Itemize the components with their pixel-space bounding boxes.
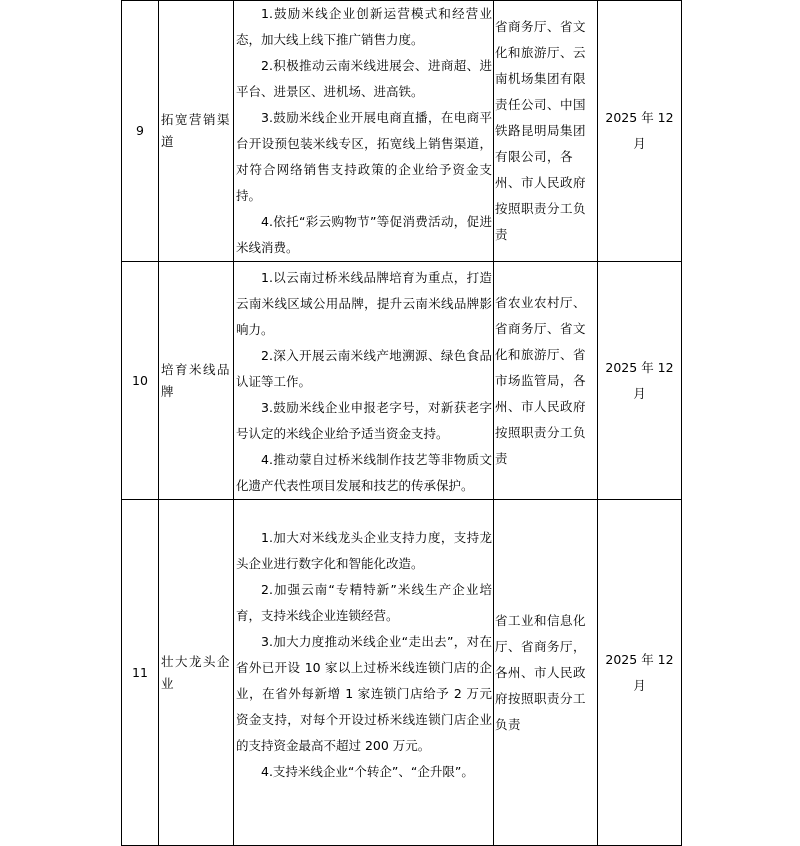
task-item: 1.加大对米线龙头企业支持力度，支持龙头企业进行数字化和智能化改造。	[236, 530, 492, 571]
measures-table	[121, 0, 682, 846]
task-list	[234, 1, 494, 262]
deadline: 2025 年 12 月	[598, 500, 682, 846]
task-item: 2.深入开展云南米线产地溯源、绿色食品认证等工作。	[236, 348, 492, 389]
task-item: 2.积极推动云南米线进展会、进商超、进平台、进景区、进机场、进高铁。	[236, 58, 492, 99]
task-item: 4.支持米线企业“个转企”、“企升限”。	[261, 764, 474, 779]
task-item: 3.加大力度推动米线企业“走出去”，对在省外已开设 10 家以上过桥米线连锁门店的企业，在省外每新增 1 家连锁门店给予 2 万元资金支持，对每个开设过桥米线连锁门店企业的支持资金最高不超过 200 万元。	[236, 634, 492, 753]
task-item: 4.依托“彩云购物节”等促消费活动，促进米线消费。	[236, 214, 492, 255]
measure-name: 培育米线品牌	[159, 262, 234, 500]
row-number: 10	[122, 262, 159, 500]
task-item: 1.鼓励米线企业创新运营模式和经营业态，加大线上线下推广销售力度。	[236, 6, 492, 47]
table-row	[122, 500, 682, 846]
table-row	[122, 1, 682, 262]
row-number: 11	[122, 500, 159, 846]
task-item: 4.推动蒙自过桥米线制作技艺等非物质文化遗产代表性项目发展和技艺的传承保护。	[236, 452, 492, 493]
task-item: 3.鼓励米线企业开展电商直播，在电商平台开设预包装米线专区，拓宽线上销售渠道，对符合网络销售支持政策的企业给予资金支持。	[236, 110, 492, 203]
deadline: 2025 年 12 月	[598, 262, 682, 500]
responsible-units: 省农业农村厅、省商务厅、省文化和旅游厅、省市场监管局，各州、市人民政府按照职责分工负责	[494, 262, 598, 500]
task-item: 1.以云南过桥米线品牌培育为重点，打造云南米线区域公用品牌，提升云南米线品牌影响力。	[236, 270, 492, 337]
task-list	[234, 262, 494, 500]
responsible-units: 省工业和信息化厅、省商务厅，各州、市人民政府按照职责分工负责	[494, 500, 598, 846]
deadline: 2025 年 12 月	[598, 1, 682, 262]
task-item: 2.加强云南“专精特新”米线生产企业培育，支持米线企业连锁经营。	[236, 582, 492, 623]
table-row	[122, 262, 682, 500]
task-list	[234, 500, 494, 846]
measure-name: 拓宽营销渠道	[159, 1, 234, 262]
responsible-units: 省商务厅、省文化和旅游厅、云南机场集团有限责任公司、中国铁路昆明局集团有限公司，各州、市人民政府按照职责分工负责	[494, 1, 598, 262]
task-item: 3.鼓励米线企业申报老字号，对新获老字号认定的米线企业给予适当资金支持。	[236, 400, 492, 441]
row-number: 9	[122, 1, 159, 262]
measure-name: 壮大龙头企业	[159, 500, 234, 846]
